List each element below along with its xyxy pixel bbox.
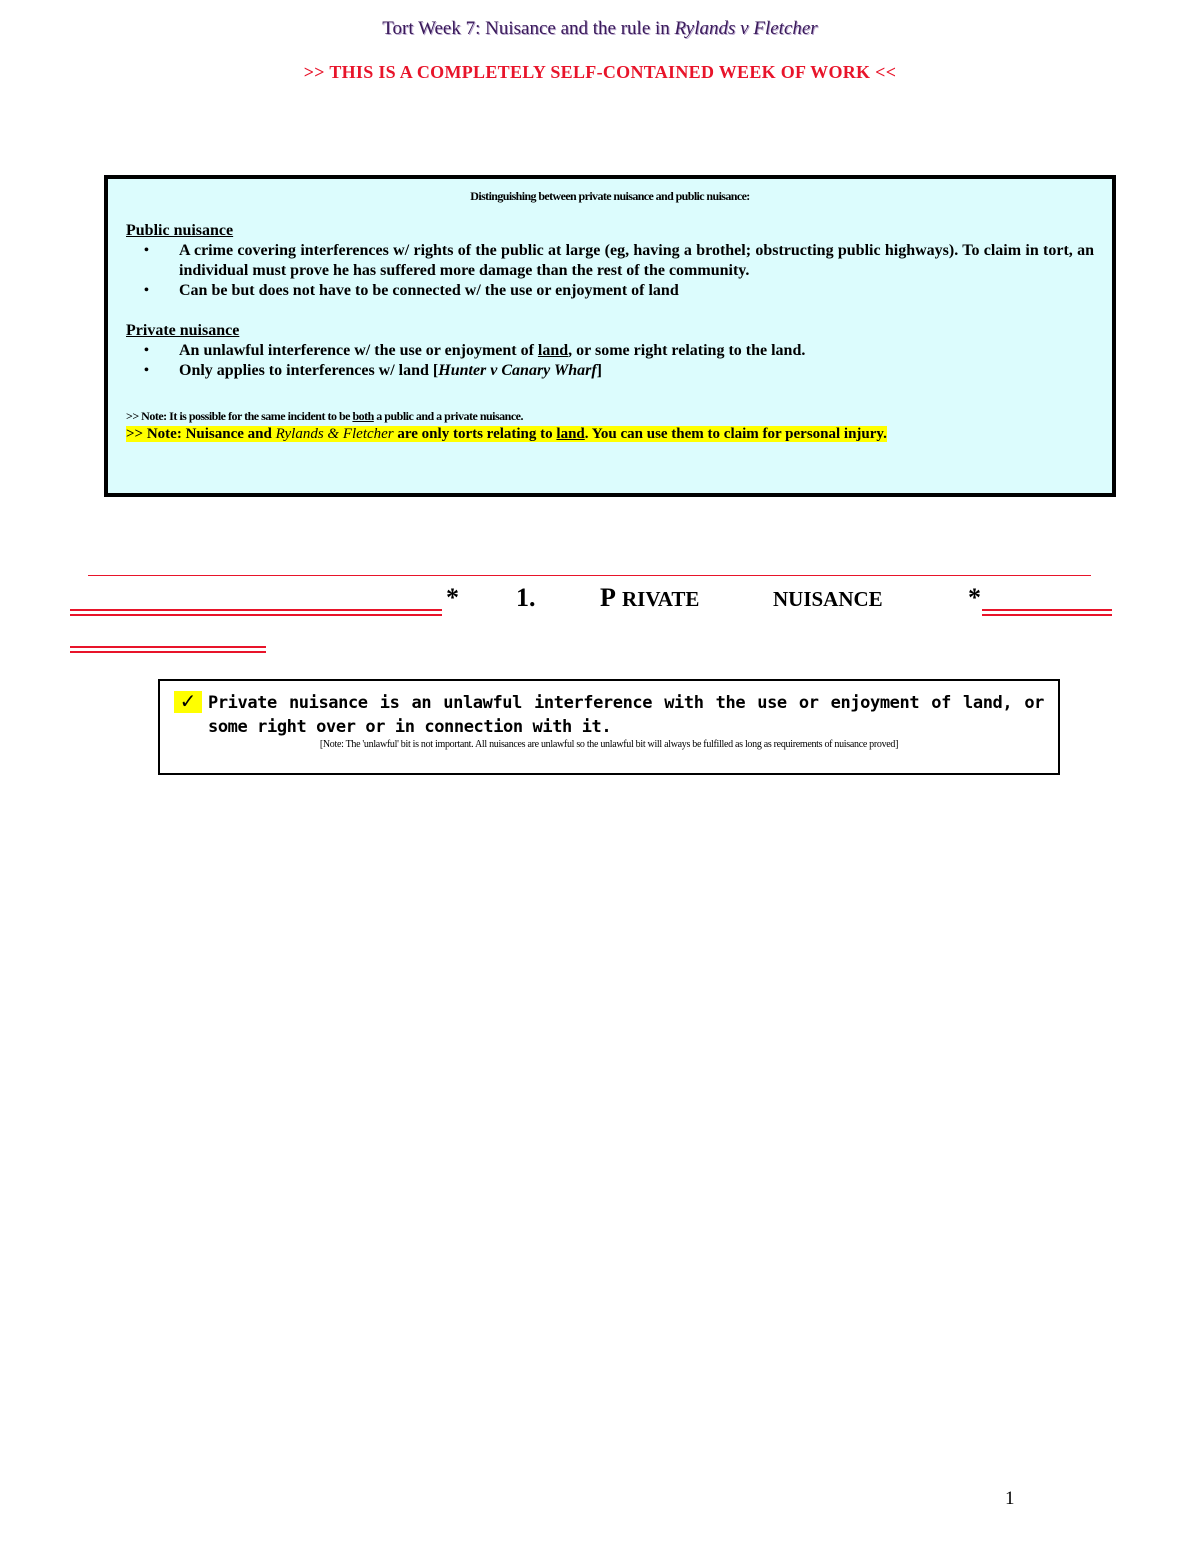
section-word2: NUISANCE — [773, 587, 883, 611]
list-item: • A crime covering interferences w/ rights of the public at large (eg, having a brothel; obstructing public highways). To claim in tort, an individual must prove he has suffered more damage than the rest of the community. — [144, 242, 1094, 279]
definition-box — [158, 679, 1060, 775]
divider-top — [88, 575, 1091, 576]
private-nuisance-list — [126, 341, 1094, 381]
star-left: * — [446, 583, 459, 612]
list-item: • Can be but does not have to be connected w/ the use or enjoyment of land — [144, 282, 679, 299]
note-land-highlight: >> Note: Nuisance and Rylands & Fletcher are only torts relating to land. You can use them to claim for personal injury. — [126, 426, 887, 442]
title-case-name: Rylands v Fletcher — [674, 18, 818, 39]
title-text: Tort Week 7: Nuisance and the rule in — [382, 18, 675, 39]
distinguish-content — [126, 221, 1094, 444]
public-nuisance-list — [126, 241, 1094, 301]
bullet-icon: • — [144, 343, 149, 358]
private-nuisance-title: Private nuisance — [126, 322, 240, 339]
list-item: • An unlawful interference w/ the use or enjoyment of land, or some right relating to the land. — [144, 342, 806, 359]
bullet-icon: • — [144, 243, 149, 258]
note-both: >> Note: It is possible for the same incident to be both a public and a private nuisance. — [126, 409, 523, 423]
list-item: • Only applies to interferences w/ land [Hunter v Canary Wharf] — [144, 362, 602, 379]
distinguish-box — [104, 175, 1116, 497]
star-right: * — [968, 583, 981, 612]
section-word1-initial: P — [600, 583, 616, 612]
definition-note: [Note: The 'unlawful' bit is not important. All nuisances are unlawful so the unlawful bit will always be fulfilled as long as requirements of nuisance proved] — [319, 739, 899, 750]
public-nuisance-title: Public nuisance — [126, 222, 234, 239]
self-contained-banner: >> THIS IS A COMPLETELY SELF-CONTAINED WEEK OF WORK << — [303, 62, 897, 82]
definition-text: Private nuisance is an unlawful interference with the use or enjoyment of land, or some right over or in connection with it. — [208, 693, 1044, 737]
section-word1-rest: RIVATE — [622, 587, 700, 611]
section-number: 1. — [516, 583, 536, 612]
bullet-icon: • — [144, 363, 149, 378]
divider-low-b — [70, 651, 266, 653]
checkmark-icon: ✓ — [174, 691, 202, 713]
document-title — [0, 18, 1200, 40]
divider-low-a — [70, 646, 266, 648]
distinguish-heading: Distinguishing between private nuisance and public nuisance: — [470, 189, 750, 203]
section-heading — [0, 583, 1200, 615]
bullet-icon: • — [144, 283, 149, 298]
page-number: 1 — [1005, 1488, 1015, 1509]
